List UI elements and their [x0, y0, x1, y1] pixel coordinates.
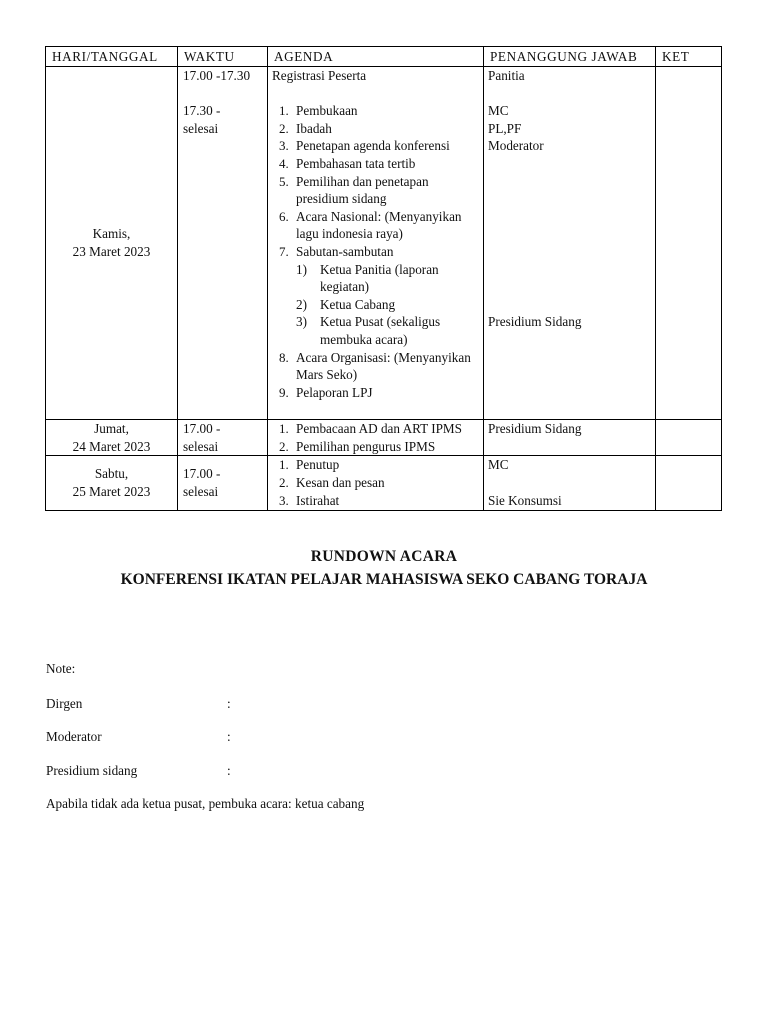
- day-name: Sabtu,: [94, 466, 129, 482]
- day-cell: [46, 66, 178, 420]
- time-text: 17.30 -: [183, 103, 221, 119]
- pj-text: Presidium Sidang: [488, 421, 582, 437]
- document-subtitle: KONFERENSI IKATAN PELAJAR MAHASISWA SEKO CABANG TORAJA: [120, 571, 648, 588]
- time-text: 17.00 -: [183, 421, 221, 437]
- pj-text: Sie Konsumsi: [488, 493, 562, 509]
- time-text: selesai: [183, 120, 219, 136]
- pj-text: Panitia: [488, 67, 525, 83]
- sub-list-item: Ketua Pusat (sekaligus membuka acara): [320, 314, 441, 347]
- note-label: Dirgen: [46, 696, 83, 711]
- day-name: Jumat,: [94, 421, 129, 437]
- pj-text: Moderator: [488, 138, 544, 154]
- pj-text: PL,PF: [488, 120, 522, 136]
- agenda-list: [272, 102, 479, 401]
- sub-list-item: Ketua Panitia (laporan kegiatan): [320, 261, 439, 295]
- time-cell: [178, 456, 268, 510]
- table-row: [46, 420, 722, 456]
- list-item: 2. Ibadah: [292, 120, 479, 138]
- list-item: 1. Penutup: [292, 456, 479, 474]
- day-date: 25 Maret 2023: [72, 484, 151, 500]
- note-row-presidium: [46, 763, 231, 779]
- header-agenda: AGENDA: [268, 47, 484, 67]
- header-pj: PENANGGUNG JAWAB: [484, 47, 656, 67]
- day-cell: [46, 420, 178, 456]
- header-ket: KET: [656, 47, 722, 67]
- pj-text: Presidium Sidang: [488, 313, 582, 329]
- note-colon: :: [227, 763, 231, 778]
- agenda-registration: Registrasi Peserta: [272, 67, 367, 83]
- table-row: [46, 456, 722, 510]
- agenda-list: [272, 456, 479, 509]
- time-text: selesai: [183, 484, 219, 500]
- pj-cell: [484, 66, 656, 420]
- pj-cell: [484, 456, 656, 510]
- agenda-cell: [268, 66, 484, 420]
- ket-cell: [656, 66, 722, 420]
- pj-cell: [484, 420, 656, 456]
- document-title: RUNDOWN ACARA: [310, 548, 458, 565]
- sub-list: [296, 261, 479, 349]
- list-item: 3. Penetapan agenda konferensi: [292, 137, 479, 155]
- time-text: 17.00 -: [183, 466, 221, 482]
- note-label: Presidium sidang: [46, 763, 138, 778]
- day-cell: [46, 456, 178, 510]
- list-item: 4. Pembahasan tata tertib: [292, 155, 479, 173]
- header-day: HARI/TANGGAL: [46, 47, 178, 67]
- time-text: selesai: [183, 438, 219, 454]
- time-cell: [178, 66, 268, 420]
- list-item: 9. Pelaporan LPJ: [292, 384, 479, 402]
- note-colon: :: [227, 696, 231, 711]
- list-item-text: Sabutan-sambutan: [296, 243, 394, 259]
- list-item: 8. Acara Organisasi: (Menyanyikan Mars Seko): [292, 349, 479, 384]
- notes-heading: Note:: [46, 661, 76, 676]
- sub-list-item: Ketua Cabang: [320, 296, 396, 312]
- day-name: Kamis,: [92, 226, 131, 242]
- note-row-dirgen: [46, 696, 231, 712]
- agenda-cell: [268, 420, 484, 456]
- pj-text: MC: [488, 103, 509, 119]
- agenda-cell: [268, 456, 484, 510]
- list-item: 5. Pemilihan dan penetapan presidium sidang: [292, 173, 479, 208]
- day-date: 24 Maret 2023: [72, 438, 151, 454]
- header-time: WAKTU: [178, 47, 268, 67]
- agenda-list: [272, 420, 479, 455]
- time-text: 17.00 -17.30: [183, 67, 251, 83]
- note-colon: :: [227, 729, 231, 744]
- list-item: 2. Pemilihan pengurus IPMS: [292, 438, 479, 456]
- ket-cell: [656, 420, 722, 456]
- list-item: 2. Kesan dan pesan: [292, 474, 479, 492]
- note-row-moderator: [46, 729, 231, 745]
- table-header-row: [46, 47, 722, 67]
- list-item: 3. Istirahat: [292, 492, 479, 510]
- list-item: 1. Pembacaan AD dan ART IPMS: [292, 420, 479, 438]
- list-item: 1. Pembukaan: [292, 102, 479, 120]
- day-date: 23 Maret 2023: [72, 243, 151, 259]
- list-item: [292, 243, 479, 349]
- time-cell: [178, 420, 268, 456]
- list-item: 6. Acara Nasional: (Menyanyikan lagu indonesia raya): [292, 208, 479, 243]
- notes-footer: Apabila tidak ada ketua pusat, pembuka acara: ketua cabang: [46, 796, 365, 811]
- rundown-table: [45, 46, 722, 511]
- ket-cell: [656, 456, 722, 510]
- table-row: [46, 66, 722, 420]
- pj-text: MC: [488, 457, 509, 473]
- note-label: Moderator: [46, 729, 102, 744]
